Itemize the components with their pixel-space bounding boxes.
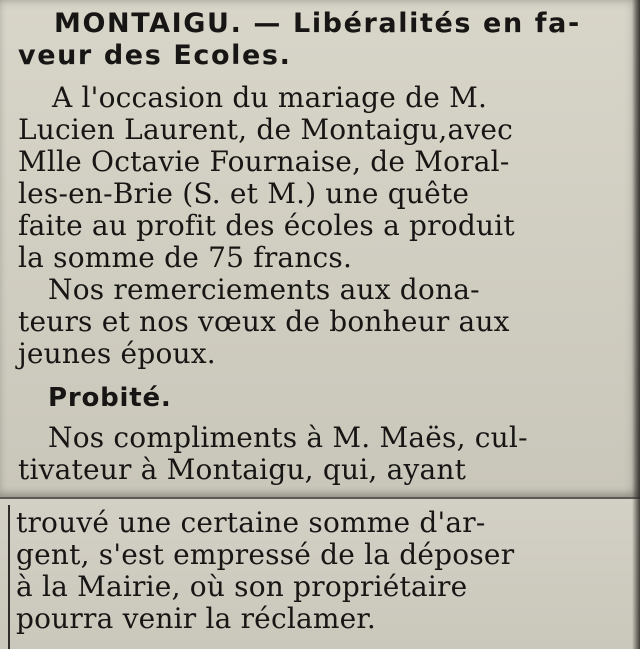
- headline-block: [18, 8, 618, 72]
- column-rule: [8, 505, 10, 649]
- paragraph-line: jeunes époux.: [18, 337, 216, 370]
- paragraph-line: Lucien Laurent, de Montaigu,avec: [18, 113, 514, 146]
- headline-line-2: veur des Ecoles.: [18, 40, 292, 71]
- subheading-probite: Probité.: [48, 383, 172, 413]
- paragraph-line: faite au profit des écoles a produit: [18, 209, 515, 242]
- paragraph-line: A l'occasion du mariage de M.: [52, 81, 488, 114]
- paragraph-thanks: [18, 274, 626, 370]
- headline-line-1: MONTAIGU. — Libéralités en fa-: [54, 8, 581, 39]
- clipping-lower-section: [0, 497, 640, 649]
- paragraph-honesty: [18, 422, 626, 486]
- paragraph-line: tivateur à Montaigu, qui, ayant: [18, 453, 467, 486]
- paragraph-line: à la Mairie, où son propriétaire: [16, 570, 468, 603]
- paragraph-line: gent, s'est empressé de la déposer: [16, 538, 515, 571]
- paragraph-wedding: [18, 82, 626, 274]
- paragraph-line: Nos remerciements aux dona-: [48, 273, 480, 306]
- paragraph-line: teurs et nos vœux de bonheur aux: [18, 305, 510, 338]
- page-edge-shadow: [632, 0, 640, 649]
- paragraph-line: pourra venir la réclamer.: [16, 602, 377, 635]
- paragraph-line: trouvé une certaine somme d'ar-: [16, 506, 486, 539]
- subheading-block: [48, 382, 608, 414]
- paragraph-line: les-en-Brie (S. et M.) une quête: [18, 177, 470, 210]
- paragraph-line: Nos compliments à M. Maës, cul-: [48, 421, 528, 454]
- paragraph-honesty-continued: [16, 507, 626, 635]
- paragraph-line: Mlle Octavie Fournaise, de Moral-: [18, 145, 510, 178]
- paragraph-line: la somme de 75 francs.: [18, 241, 353, 274]
